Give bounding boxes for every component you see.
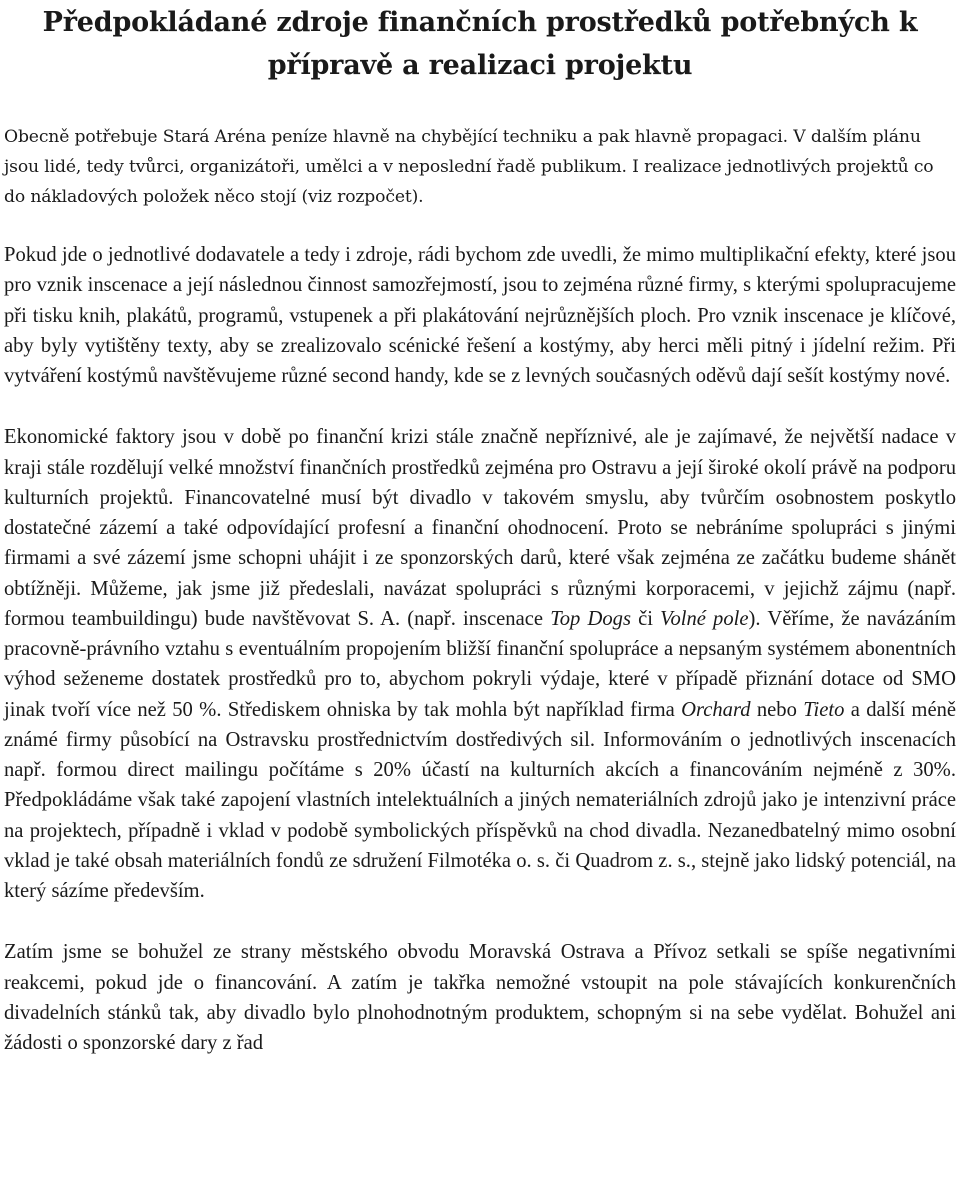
italic-company-orchard: Orchard	[681, 698, 751, 721]
text-run: a další méně známé firmy působící na Ostravsku prostřednictvím dostředivých sil. Informováním o jednotlivých inscenacích např. formou direct mailingu počítáme s 20% účastí na kulturních akcích a financováním nejméně z 30%. Předpokládáme však také zapojení vlastních intelektuálních a jiných nemateriálních zdrojů jako je intenzivní práce na projektech, případně i vklad v podobě symbolických příspěvků na chod divadla. Nezanedbatelný mimo osobní vklad je také obsah materiálních fondů ze sdružení Filmotéka o. s. či Quadrom z. s., stejně jako lidský potenciál, na který sázíme především.	[4, 698, 957, 902]
italic-title-top-dogs: Top Dogs	[550, 607, 631, 630]
text-run: či	[630, 607, 661, 630]
italic-title-volne-pole: Volné pole	[660, 607, 749, 630]
text-run: ). Věříme, že navázáním pracovně-právního vztahu s eventuálním propojením bližší finanční spolupráce a nepsaným systémem abonentních výhod seženeme dostatek prostředků pro to, abychom pokryli výdaje, které v případě přiznání dotace od SMO jinak tvoří více než 50 %. Střediskem ohniska by tak mohla být například firma	[4, 607, 956, 721]
text-run: Ekonomické faktory jsou v době po finanční krizi stále značně nepříznivé, ale je zajímavé, že největší nadace v kraji stále rozdělují velké množství finančních prostředků zejména pro Ostravu a její široké okolí právě na podporu kulturních projektů. Financovatelné musí být divadlo v takovém smyslu, aby tvůrčím osobnostem poskytlo dostatečné zázemí a také odpovídající profesní a finanční ohodnocení. Proto se nebráníme spolupráci s jinými firmami a své zázemí jsme schopni uhájit i ze sponzorských darů, které však zejména ze začátku budeme shánět obtížněji. Můžeme, jak jsme již předeslali, navázat spolupráci s různými korporacemi, v jejichž zájmu (např. formou teambuildingu) bude navštěvovat S. A. (např. inscenace	[4, 426, 956, 630]
paragraph-suppliers: Pokud jde o jednotlivé dodavatele a tedy i zdroje, rádi bychom zde uvedli, že mimo multiplikační efekty, které jsou pro vznik inscenace a její následnou činnost samozřejmostí, jsou to zejména různé firmy, s kterými spolupracujeme při tisku knih, plakátů, programů, vstupenek a při plakátování nejrůznějších ploch. Pro vznik inscenace je klíčové, aby byly vytištěny texty, aby se zrealizovalo scénické řešení a kostýmy, aby herci měli pitný i jídelní režim. Při vytváření kostýmů navštěvujeme různé second handy, kde se z levných současných oděvů dají sešít kostýmy nové.	[4, 244, 956, 387]
text-run: nebo	[750, 698, 804, 721]
paragraph-intro: Obecně potřebuje Stará Aréna peníze hlavně na chybějící techniku a pak hlavně propagaci. V dalším plánu jsou lidé, tedy tvůrci, organizátoři, umělci a v neposlední řadě publikum. I realizace jednotlivých projektů co do nákladových položek něco stojí (viz rozpočet).	[4, 127, 934, 207]
document-page	[4, 0, 956, 1058]
paragraph-economic-factors	[4, 422, 956, 906]
paragraph-city-reaction: Zatím jsme se bohužel ze strany městského obvodu Moravská Ostrava a Přívoz setkali se spíše negativními reakcemi, pokud jde o financování. A zatím je takřka nemožné vstoupit na pole stávajících konkurenčních divadelních stánků tak, aby divadlo bylo plnohodnotným produktem, schopným si na sebe vydělat. Bohužel ani žádosti o sponzorské dary z řad	[4, 941, 956, 1054]
italic-company-tieto: Tieto	[803, 698, 845, 721]
document-title: Předpokládané zdroje finančních prostředků potřebných k přípravě a realizaci projektu	[42, 7, 918, 81]
